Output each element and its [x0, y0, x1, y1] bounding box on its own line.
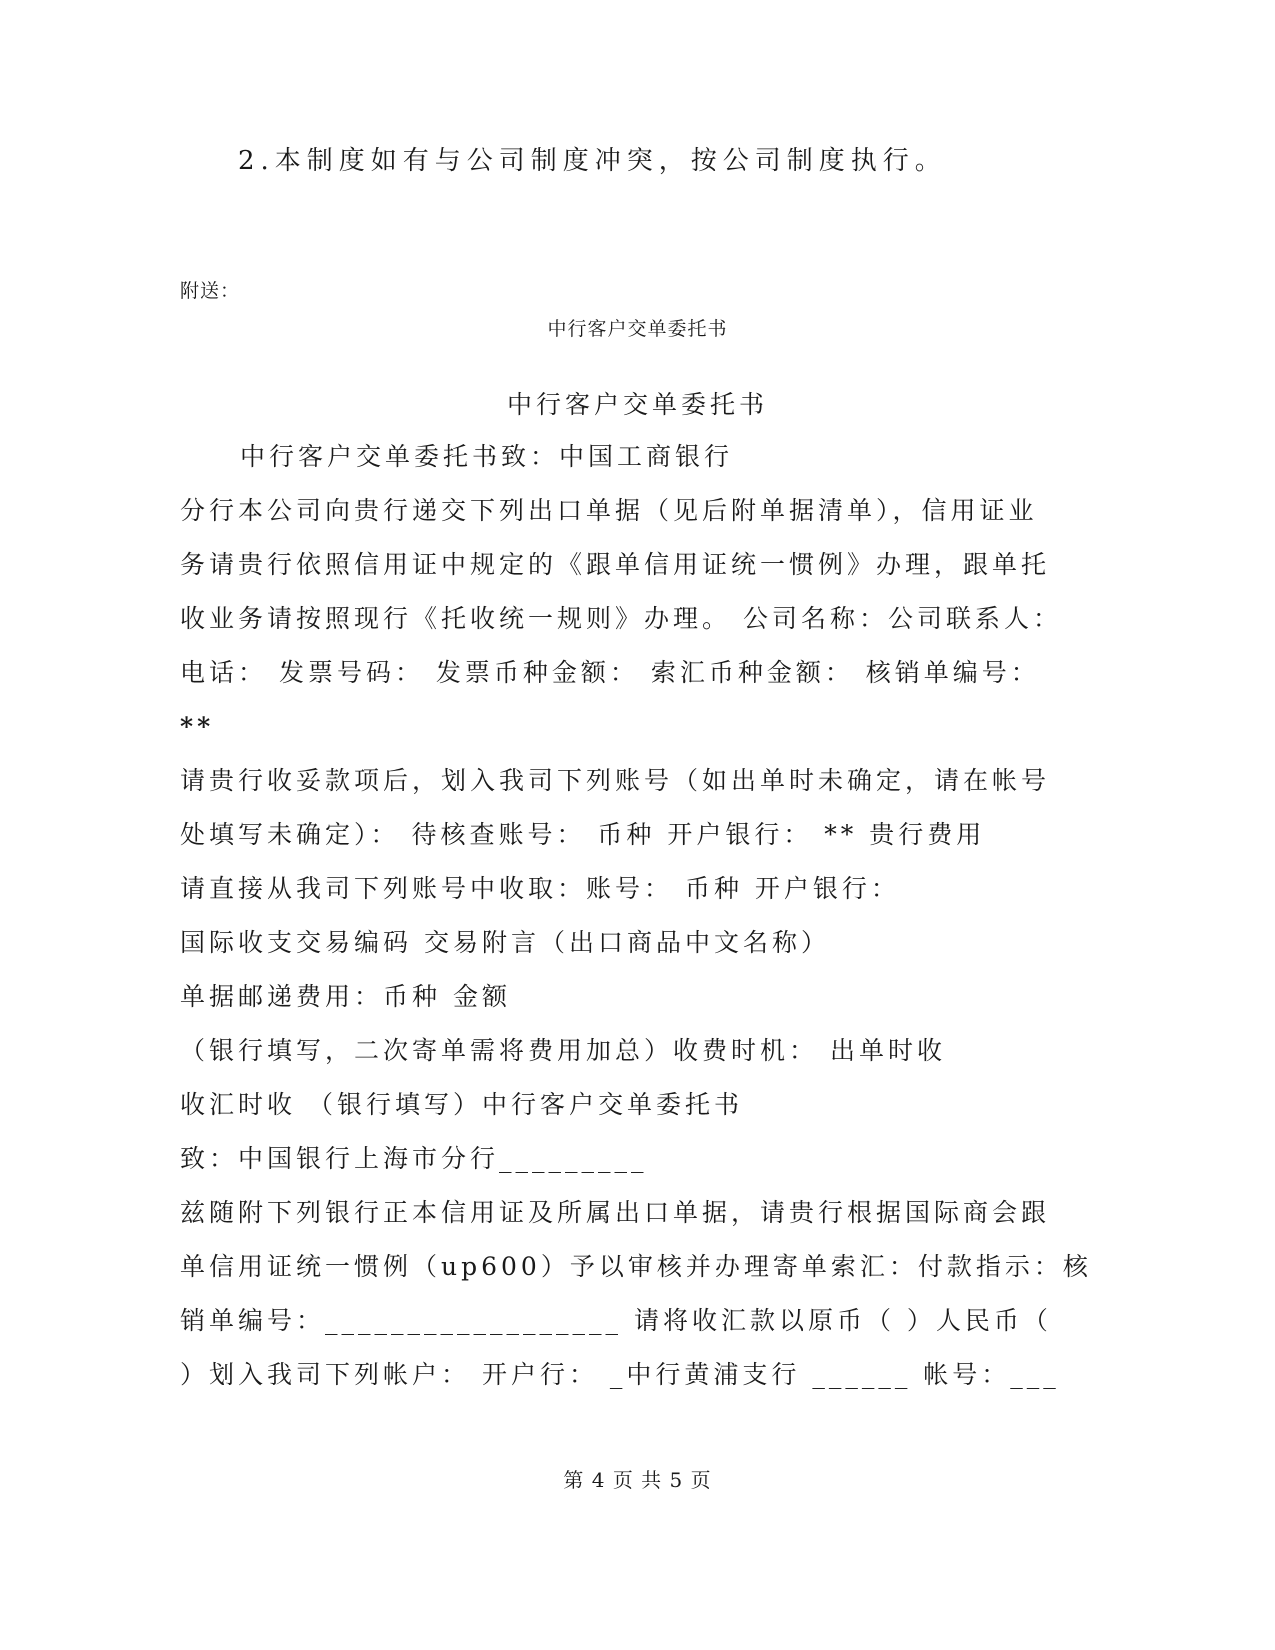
- form-line: （银行填写，二次寄单需将费用加总）收费时机： 出单时收: [180, 1036, 946, 1065]
- form-line: 请贵行收妥款项后，划入我司下列账号（如出单时未确定，请在帐号: [180, 766, 1051, 795]
- form-line: 收业务请按照现行《托收统一规则》办理。 公司名称：公司联系人：: [180, 604, 1062, 633]
- form-line: 销单编号：__________________ 请将收汇款以原币（ ）人民币（: [180, 1306, 1052, 1335]
- attachment-label: 附送：: [180, 280, 241, 302]
- form-line: 兹随附下列银行正本信用证及所属出口单据，请贵行根据国际商会跟: [180, 1198, 1051, 1227]
- form-line: 电话： 发票号码： 发票币种金额： 索汇币种金额： 核销单编号：: [180, 658, 1040, 687]
- form-line: 国际收支交易编码 交易附言（出口商品中文名称）: [180, 928, 830, 957]
- attachment-title: 中行客户交单委托书: [547, 318, 728, 340]
- form-line: 收汇时收 （银行填写）中行客户交单委托书: [180, 1090, 743, 1119]
- form-title: 中行客户交单委托书: [506, 390, 768, 419]
- form-line: 单信用证统一惯例（up600）予以审核并办理寄单索汇：付款指示：核: [180, 1252, 1092, 1281]
- form-line: 务请贵行依照信用证中规定的《跟单信用证统一惯例》办理，跟单托: [180, 550, 1051, 579]
- clause-item-2: 2.本制度如有与公司制度冲突，按公司制度执行。: [238, 146, 947, 176]
- form-line: 中行客户交单委托书致：中国工商银行: [240, 442, 734, 471]
- form-line: **: [180, 712, 215, 741]
- page-number: 第 4 页 共 5 页: [563, 1468, 712, 1492]
- form-line: 单据邮递费用：币种 金额: [180, 982, 511, 1011]
- form-line: 处填写未确定）： 待核查账号： 币种 开户银行： ** 贵行费用: [180, 820, 986, 849]
- form-line: 请直接从我司下列账号中收取：账号： 币种 开户银行：: [180, 874, 900, 903]
- form-line: ）划入我司下列帐户： 开户行： _中行黄浦支行 ______ 帐号：___: [180, 1360, 1060, 1389]
- form-line: 致：中国银行上海市分行_________: [180, 1144, 648, 1173]
- form-line: 分行本公司向贵行递交下列出口单据（见后附单据清单），信用证业: [180, 496, 1038, 525]
